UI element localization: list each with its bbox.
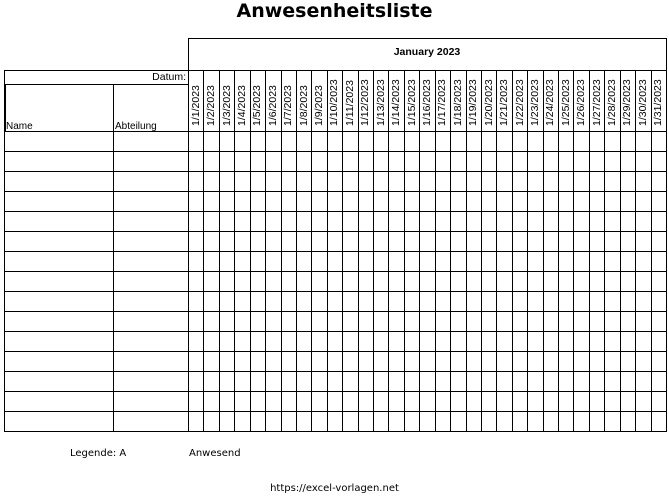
date-column-header: 1/9/2023 (313, 85, 325, 126)
date-column-header: 1/24/2023 (544, 79, 556, 126)
date-column-header: 1/3/2023 (221, 85, 233, 126)
legend-label: Legende: A (70, 448, 127, 459)
grid-line-vertical (188, 38, 189, 432)
grid-line-horizontal (4, 151, 667, 152)
grid-line-horizontal (4, 211, 667, 212)
date-column-header: 1/29/2023 (621, 79, 633, 126)
date-column-header: 1/14/2023 (390, 79, 402, 126)
date-column-header: 1/11/2023 (344, 80, 356, 126)
date-column-header: 1/28/2023 (606, 79, 618, 126)
date-column-header: 1/8/2023 (298, 85, 310, 126)
date-column-header: 1/4/2023 (236, 85, 248, 126)
grid-line-horizontal (4, 271, 667, 272)
date-column-header: 1/30/2023 (637, 79, 649, 126)
grid-line-horizontal (4, 231, 667, 232)
grid-line-horizontal (4, 351, 667, 352)
grid-line-horizontal (4, 331, 667, 332)
date-column-header: 1/1/2023 (190, 85, 202, 126)
date-column-header: 1/26/2023 (575, 79, 587, 126)
date-column-header: 1/22/2023 (514, 79, 526, 126)
date-column-header: 1/25/2023 (560, 79, 572, 126)
date-column-header: 1/2/2023 (205, 85, 217, 126)
footer-url[interactable]: https://excel-vorlagen.net (270, 483, 399, 494)
abteilung-column-header: Abteilung (115, 121, 157, 132)
datum-label: Datum: (152, 71, 186, 83)
grid-line-horizontal (4, 131, 667, 132)
grid-line-horizontal (4, 391, 667, 392)
grid-line-horizontal (4, 251, 667, 252)
date-column-header: 1/10/2023 (328, 79, 340, 126)
date-column-header: 1/7/2023 (282, 85, 294, 126)
date-column-header: 1/5/2023 (251, 85, 263, 126)
page-title: Anwesenheitsliste (236, 0, 433, 22)
date-column-header: 1/15/2023 (406, 79, 418, 126)
grid-line-horizontal (4, 191, 667, 192)
legend-description: Anwesend (189, 448, 241, 459)
grid-line-horizontal (4, 431, 667, 432)
grid-line-vertical (666, 38, 667, 432)
grid-line-horizontal (4, 84, 188, 85)
date-column-header: 1/20/2023 (483, 79, 495, 126)
grid-line-horizontal (4, 171, 667, 172)
grid-line-horizontal (4, 311, 667, 312)
date-column-header: 1/21/2023 (498, 79, 510, 126)
grid-line-vertical (113, 84, 114, 432)
month-label: January 2023 (393, 46, 461, 58)
date-column-header: 1/19/2023 (467, 79, 479, 126)
date-column-header: 1/13/2023 (375, 79, 387, 126)
date-column-header: 1/18/2023 (452, 79, 464, 126)
date-column-header: 1/23/2023 (529, 79, 541, 126)
grid-line-horizontal (4, 411, 667, 412)
grid-line-horizontal (4, 291, 667, 292)
date-column-header: 1/27/2023 (591, 79, 603, 126)
grid-line-horizontal (188, 38, 667, 39)
date-column-header: 1/16/2023 (421, 79, 433, 126)
date-column-header: 1/17/2023 (436, 79, 448, 126)
grid-line-horizontal (4, 371, 667, 372)
date-column-header: 1/12/2023 (359, 79, 371, 126)
name-column-header: Name (6, 121, 33, 132)
date-column-header: 1/6/2023 (267, 85, 279, 126)
date-column-header: 1/31/2023 (652, 79, 664, 126)
